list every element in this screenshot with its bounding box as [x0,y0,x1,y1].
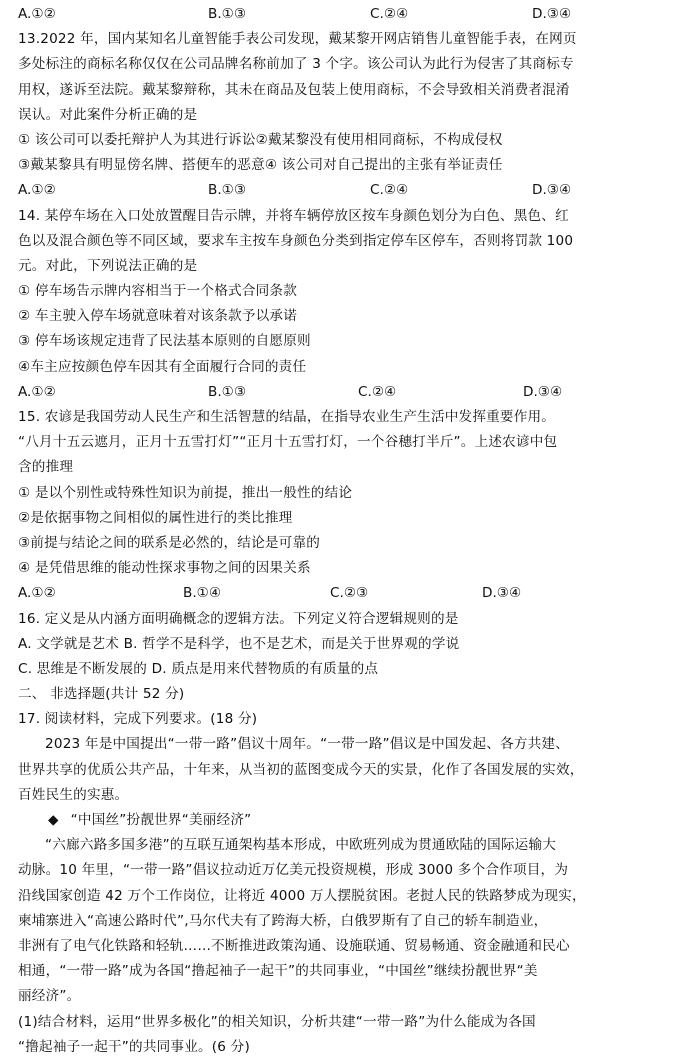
q17-sub-question: “撸起袖子一起干”的共同事业。(6 分) [18,1038,250,1055]
q14-option-d: D.③④ [523,383,563,400]
q12-options [18,2,674,27]
q17-body-line: 沿线国家创造 42 万个工作岗位，让将近 4000 万人摆脱贫困。老挝人民的铁路梦成为现实， [18,887,586,904]
q15-option-d: D.③④ [482,585,522,602]
q16-line: A. 文学就是艺术 B. 哲学不是科学，也不是艺术，而是关于世界观的学说 [18,635,460,652]
q15-line: “八月十五云遮月，正月十五雪打灯”“正月十五雪打灯，一个谷穗打半斤”。上述农谚中包 [18,434,558,451]
question-15 [18,405,674,607]
q13-line: 多处标注的商标名称仅仅在公司品牌名称前加了 3 个字。该公司认为此行为侵害了其商标专 [18,56,574,73]
question-16 [18,607,674,683]
q17-bullet-title: “中国丝”扮靓世界“美丽经济” [70,812,252,828]
q17-bullet-heading [18,808,674,833]
q14-options [18,380,674,405]
question-17 [18,707,674,1060]
q17-body-line: 丽经济”。 [18,988,81,1005]
q14-line: 14. 某停车场在入口处放置醒目告示牌，并将车辆停放区按车身颜色划分为白色、黑色、红 [18,207,569,224]
q13-line: ① 该公司可以委托辩护人为其进行诉讼②戴某黎没有使用相同商标，不构成侵权 [18,131,503,148]
q13-option-d: D.③④ [532,182,572,199]
section-heading: 二、 非选择题(共计 52 分) [18,686,185,703]
q13-line: 误认。对此案件分析正确的是 [18,106,198,123]
q15-line: ②是依据事物之间相似的属性进行的类比推理 [18,509,293,526]
q15-option-c: C.②③ [330,585,369,602]
q14-line: ② 车主驶入停车场就意味着对该条款予以承诺 [18,308,297,325]
q17-heading: 17. 阅读材料，完成下列要求。(18 分) [18,711,258,728]
q14-option-b: B.①③ [208,383,247,400]
q14-line: 元。对此，下列说法正确的是 [18,257,198,274]
q17-body-line: 相通，“一带一路”成为各国“撸起袖子一起干”的共同事业，“中国丝”继续扮靓世界“美 [18,963,538,980]
q17-body-line: 动脉。10 年里，“一带一路”倡议拉动近万亿美元投资规模，形成 3000 多个合作项目，为 [18,862,569,879]
q15-option-b: B.①④ [183,585,222,602]
q16-line: C. 思维是不断发展的 D. 质点是用来代替物质的有质量的点 [18,660,379,677]
q15-line: ④ 是凭借思维的能动性探求事物之间的因果关系 [18,560,311,577]
q14-option-a: A.①② [18,383,56,400]
q15-line: 15. 农谚是我国劳动人民生产和生活智慧的结晶，在指导农业生产生活中发挥重要作用。 [18,409,556,425]
q13-option-a: A.①② [18,182,56,199]
diamond-bullet-icon: ◆ [48,812,59,828]
q12-option-a: A.①② [18,6,56,22]
q14-line: ③ 停车场该规定违背了民法基本原则的自愿原则 [18,333,311,350]
q13-line: 13.2022 年，国内某知名儿童智能手表公司发现，戴某黎开网店销售儿童智能手表，在网页 [18,31,577,48]
q15-line: ③前提与结论之间的联系是必然的，结论是可靠的 [18,534,321,551]
q13-option-c: C.②④ [370,182,409,199]
q12-option-b: B.①③ [208,6,247,22]
question-13 [18,27,674,203]
q12-option-c: C.②④ [370,6,409,22]
q14-line: ① 停车场告示牌内容相当于一个格式合同条款 [18,283,297,300]
q13-line: ③戴某黎具有明显傍名牌、搭便车的恶意④ 该公司对自己提出的主张有举证责任 [18,157,503,174]
q12-option-d: D.③④ [532,6,572,22]
q17-intro-line: 世界共享的优质公共产品，十年来，从当初的蓝图变成今天的实景，化作了各国发展的实效， [18,761,584,778]
q14-line: 色以及混合颜色等不同区域，要求车主按车身颜色分类到指定停车区停车，否则将罚款 100 [18,232,574,249]
q17-body-line: 柬埔寨进入“高速公路时代”,马尔代夫有了跨海大桥，白俄罗斯有了自己的轿车制造业， [18,912,548,929]
q15-option-a: A.①② [18,585,56,602]
q17-intro-line: 百姓民生的实惠。 [18,786,129,803]
q14-option-c: C.②④ [358,383,397,400]
q13-line: 用权，遂诉至法院。戴某黎辩称，其未在商品及包装上使用商标，不会导致相关消费者混淆 [18,81,570,98]
q17-body-line: 非洲有了电气化铁路和轻轨……不断推进政策沟通、设施联通、贸易畅通、资金融通和民心 [18,937,570,954]
q13-option-b: B.①③ [208,182,247,199]
q15-line: ① 是以个别性或特殊性知识为前提，推出一般性的结论 [18,484,353,501]
question-14 [18,204,674,406]
q15-line: 含的推理 [18,459,74,476]
q17-sub-question: (1)结合材料，运用“世界多极化”的相关知识，分析共建“一带一路”为什么能成为各国 [18,1013,536,1030]
q17-intro-line: 2023 年是中国提出“一带一路”倡议十周年。“一带一路”倡议是中国发起、各方共建、 [45,736,570,753]
q13-options [18,178,674,203]
q17-body-line: “六廊六路多国多港”的互联互通架构基本形成，中欧班列成为贯通欧陆的国际运输大 [45,837,557,854]
q15-options [18,581,674,606]
q14-line: ④车主应按颜色停车因其有全面履行合同的责任 [18,358,307,375]
q16-line: 16. 定义是从内涵方面明确概念的逻辑方法。下列定义符合逻辑规则的是 [18,610,459,627]
